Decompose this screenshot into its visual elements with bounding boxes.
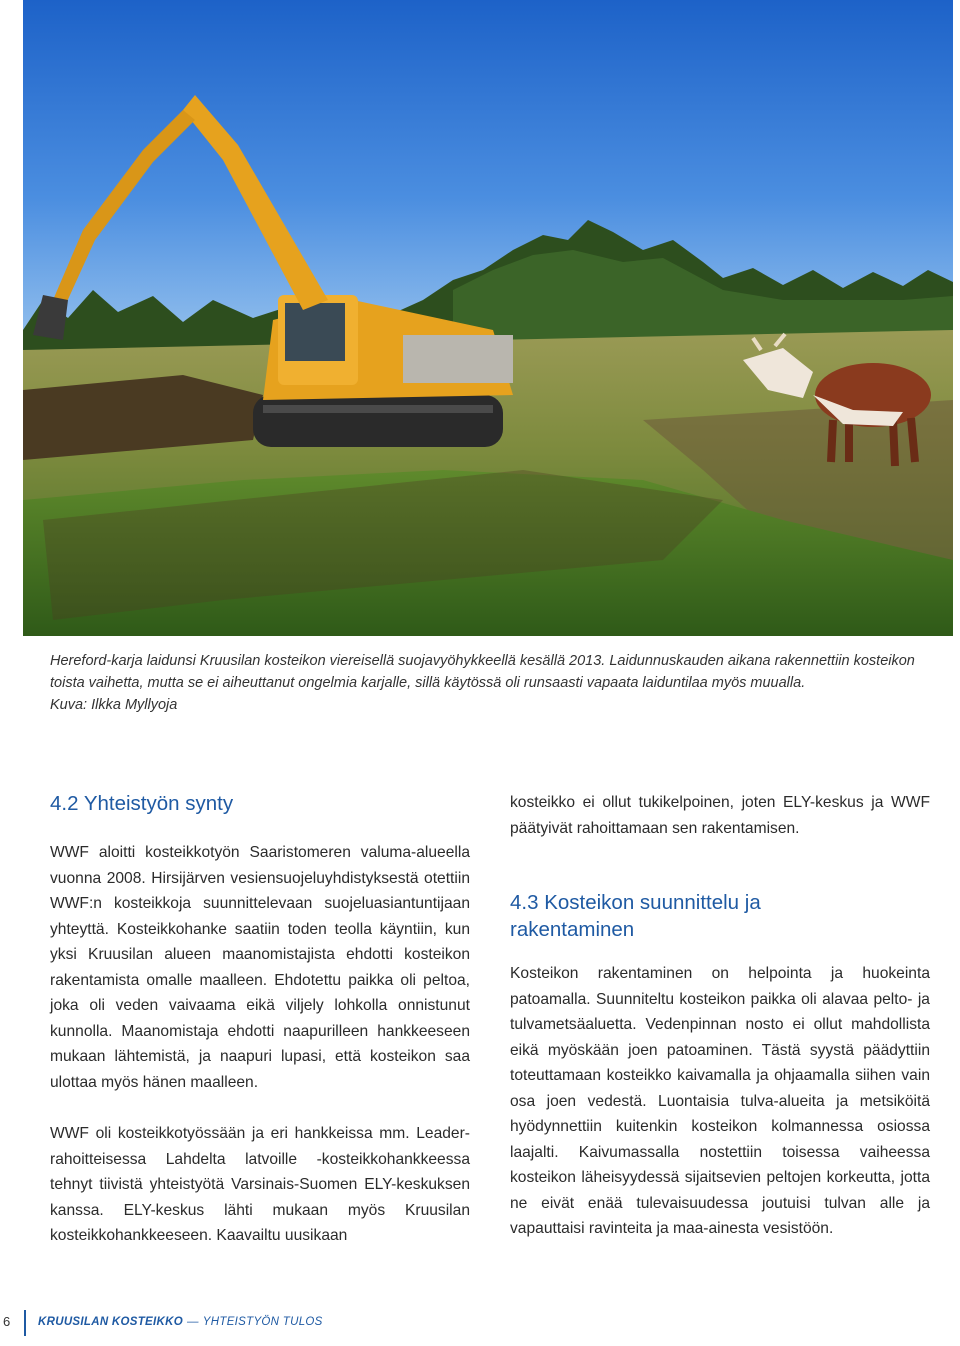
caption-text: Hereford-karja laidunsi Kruusilan kosteikon viereisellä suojavyöhykkeellä kesällä 2013. Laidunnuskauden aikana rakennettiin kosteikon toista vaihetta, mutta se ei aiheuttanut ongelmia karjalle, sillä käytössä oli runsaasti vapaata laiduntilaa myös muualla. [50,653,915,691]
cover-photo [23,0,953,636]
heading-line: 4.3 Kosteikon suunnittelu ja [510,891,761,914]
body-paragraph: WWF oli kosteikkotyössään ja eri hankkeissa mm. Leader-rahoitteisessa Lahdelta latvoille -kosteikkohankkeessa tehnyt tiivistä yhteistyötä Varsinais-Suomen ELY-keskuksen kanssa. ELY-keskus lähti mukaan myös Kruusilan kosteikkohankkeeseen. Kaavailtu uusikaan [50,1125,470,1244]
body-paragraph: WWF aloitti kosteikkotyön Saaristomeren valuma-alueella vuonna 2008. Hirsijärven vesiensuojeluyhdistyksestä otettiin WWF:n kosteikkoja suunnittelevaan suojeluasiantuntijaan yhteyttä. Kosteikkohanke saatiin toden teolla käyntiin, kun yksi Kruusilan alueen maanomistajista ehdotti kosteikon rakentamista omalle maalleen. Ehdotettu paikka oli peltoa, joka oli veden vaivaama eikä viljely lohkolla onnistunut kunnolla. Maanomistaja ehdotti naapurilleen hankkeeseen mukaan lähtemistä, ja naapuri lupasi, että kosteikon saa ulottaa myös hänen maalleen. [50,844,470,1091]
excavator-counterweight [403,335,513,383]
section-title: YHTEISTYÖN TULOS [202,1316,323,1328]
excavator-tracks [253,395,503,447]
title-separator: — [186,1316,199,1328]
right-column [510,790,930,1242]
left-column [50,790,470,1249]
excavator-and-cow-photo [23,0,953,636]
footer-divider [24,1310,26,1336]
page-number: 6 [3,1314,11,1329]
heading-line: rakentaminen [510,918,635,941]
cab-window [285,303,345,361]
body-paragraph-continuation: kosteikko ei ollut tukikelpoinen, joten ELY-keskus ja WWF päätyivät rahoittamaan sen rakentamisen. [510,794,930,837]
section-heading-4-2: 4.2 Yhteistyön synty [50,792,234,815]
body-paragraph: Kosteikon rakentaminen on helpointa ja huokeinta patoamalla. Suunniteltu kosteikon paikka oli alavaa pelto- ja tulvametsäaluetta. Vedenpinnan nosto ei ollut mahdollista eikä myöskään joen patoaminen. Tästä syystä päädyttiin toteuttamaan kosteikko kaivamalla ja ohjaamalla siihen vain osa joen vedestä. Luontaisia tulva-alueita ja metsiköitä hyödynnettiin kuitenkin kosteikon kolmannessa osiossa laajalti. Kaivumassalla nostettiin toisessa vaiheessa kosteikon läheisyydessä sijaitsevien peltojen korkeutta, jotta ne eivät enää tulevaisuudessa joutuisi tulvan alle ja vapauttaisi ravinteita ja maa-ainesta vesistöön. [510,965,930,1237]
photo-caption [50,650,930,716]
page-footer [0,1310,960,1340]
publication-title: KRUUSILAN KOSTEIKKO [38,1316,183,1328]
running-title [38,1316,323,1328]
section-heading-4-3 [510,889,930,943]
photo-credit: Kuva: Ilkka Myllyoja [50,697,178,713]
